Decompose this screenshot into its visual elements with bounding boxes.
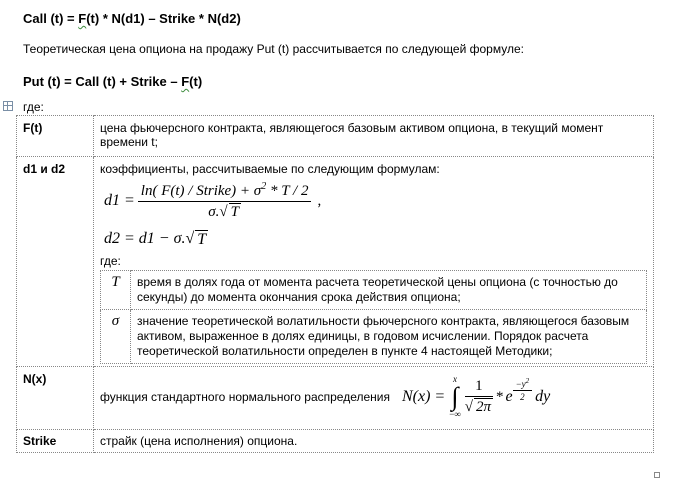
- call-formula-part: Call (t) =: [23, 11, 79, 26]
- intro-paragraph: Теоретическая цена опциона на продажу Put (t) рассчитывается по следующей формуле:: [23, 42, 524, 56]
- d1-formula: [104, 176, 647, 226]
- call-formula-part: (t) * N(d1) – Strike * N(d2): [86, 11, 241, 26]
- d2-expression: d2 = d1 − σ.: [104, 230, 186, 247]
- integral-upper-limit: x: [452, 374, 457, 384]
- definitions-table: [16, 115, 654, 453]
- table-move-handle-icon[interactable]: [3, 101, 13, 111]
- d1-num-a: ln( F(t) / Strike) + σ: [140, 183, 262, 199]
- put-formula-part: (t): [189, 74, 203, 89]
- variables-table: [100, 270, 647, 364]
- sqrt-symbol: √: [219, 204, 228, 220]
- d1-den-sqrt: T: [230, 204, 239, 220]
- nx-description: функция стандартного нормального распределения: [100, 390, 390, 404]
- nx-exp-sup: 2: [525, 377, 530, 385]
- table-row: [101, 310, 647, 364]
- d-where-label: где:: [100, 254, 121, 268]
- nx-exp-base: e: [505, 388, 513, 405]
- row-label-d1d2: d1 и d2: [17, 157, 94, 367]
- integral-sign-icon: ∫: [451, 382, 459, 411]
- nx-frac-den-value: 2π: [475, 399, 491, 415]
- nx-exp-num: [513, 377, 533, 391]
- nx-content: [100, 371, 647, 423]
- row-desc-strike: страйк (цена исполнения) опциона.: [94, 430, 654, 453]
- table-row: [17, 430, 654, 453]
- row-label-nx: N(x): [17, 367, 94, 430]
- nx-mult: *: [495, 388, 504, 405]
- call-formula-part: F: [78, 11, 87, 26]
- var-symbol-t: T: [101, 271, 131, 310]
- nx-lhs: N(x) =: [401, 388, 446, 405]
- put-formula-part: Put (t) = Call (t) + Strike –: [23, 74, 182, 89]
- table-row: [101, 271, 647, 310]
- d1-fraction: [138, 181, 312, 221]
- call-formula: [23, 11, 241, 26]
- var-desc-t: время в долях года от момента расчета теоретической цены опциона (с точностью до секунды) до момента окончания срока действия опциона;: [131, 271, 647, 310]
- sqrt-symbol: √: [185, 230, 195, 247]
- d1-sup: 2: [261, 181, 267, 192]
- sqrt-symbol: √: [464, 399, 473, 415]
- var-desc-sigma: значение теоретической волатильности фьючерсного контракта, являющегося базовым активом, выраженное в долях единицы, в годовом исчислении. Порядок расчета теоретической волатильности определен в пункте 4 настоящей Методики;: [131, 310, 647, 364]
- d1-numerator: [138, 181, 312, 202]
- row-label-strike: Strike: [17, 430, 94, 453]
- nx-exponent: [513, 377, 533, 402]
- d1-lhs: d1 =: [104, 192, 135, 209]
- nx-exp-num-text: −y: [515, 379, 526, 389]
- nx-frac-num: 1: [465, 378, 493, 397]
- put-formula: [23, 74, 202, 89]
- table-resize-handle[interactable]: [654, 472, 660, 478]
- table-row: [17, 157, 654, 367]
- d-coefficients-text: коэффициенты, рассчитываемые по следующим формулам:: [100, 162, 440, 176]
- integral: [449, 375, 461, 419]
- row-desc-nx: [94, 367, 654, 430]
- nx-dy: dy: [535, 388, 551, 405]
- d1-den: σ.: [208, 204, 220, 220]
- where-label: где:: [23, 100, 44, 114]
- var-symbol-sigma: σ: [101, 310, 131, 364]
- nx-frac-den: [465, 397, 493, 416]
- integral-lower-limit: −∞: [449, 409, 461, 419]
- row-label-ft: F(t): [17, 116, 94, 157]
- put-formula-part: F: [181, 74, 190, 89]
- row-desc-ft: цена фьючерсного контракта, являющегося базовым активом опциона, в текущий момент времени t;: [94, 116, 654, 157]
- nx-fraction: [465, 378, 493, 416]
- nx-exp-den: 2: [520, 392, 525, 402]
- d1-denominator: [138, 202, 312, 221]
- d2-sqrt: T: [197, 230, 207, 248]
- row-desc-d1d2: [94, 157, 654, 367]
- table-row: [17, 116, 654, 157]
- table-row: [17, 367, 654, 430]
- d1-comma: ,: [317, 192, 322, 209]
- d2-formula: [104, 226, 647, 252]
- d1-num-b: * T / 2: [266, 183, 309, 199]
